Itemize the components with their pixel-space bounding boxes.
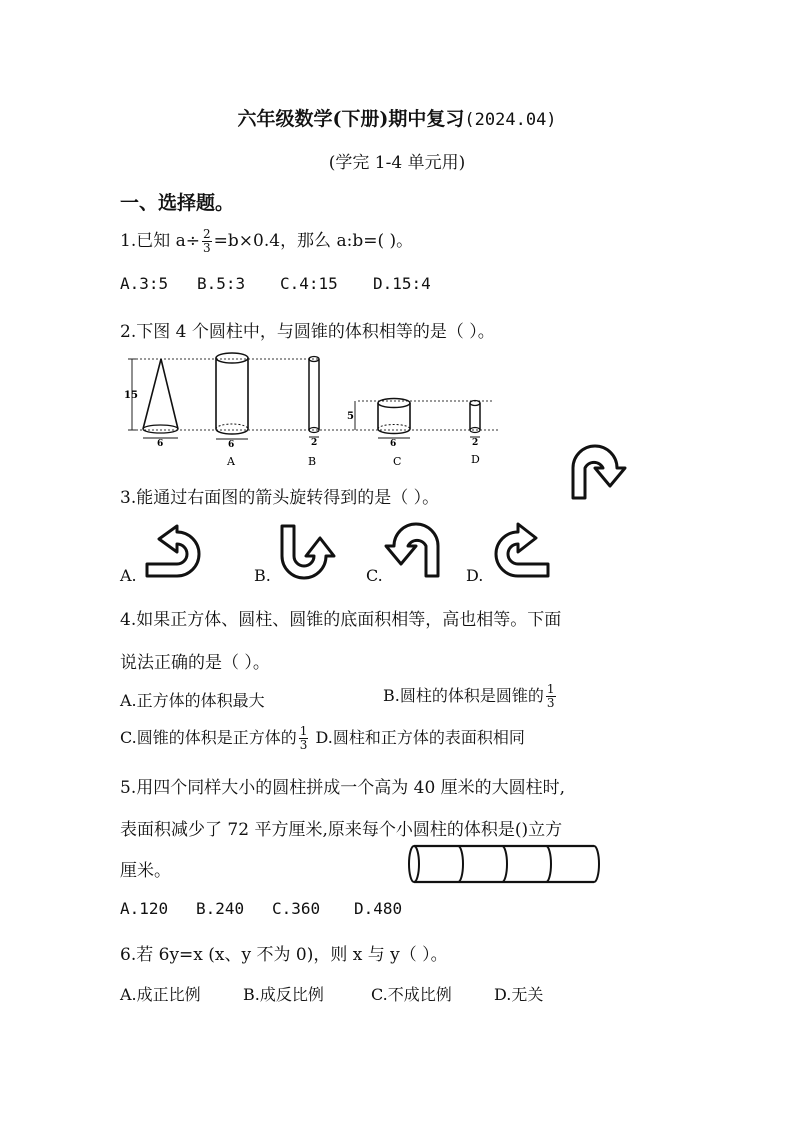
q4-option-c-fraction: [299, 725, 309, 752]
q4-option-a: A.正方体的体积最大: [120, 691, 265, 710]
question-3: 3.能通过右面图的箭头旋转得到的是（ ）。: [120, 488, 440, 508]
q4-option-c: [120, 725, 525, 752]
q4-option-d: D.圆柱和正方体的表面积相同: [315, 728, 525, 747]
title-date: (2024.04): [464, 110, 557, 130]
cylinder-a-label: A: [227, 455, 235, 468]
reference-arrow-icon: [563, 436, 633, 502]
height-5-label: 5: [347, 411, 354, 422]
cylinder-d: [470, 401, 480, 467]
q4-option-c-text: C.圆锥的体积是正方体的: [120, 728, 297, 747]
q5-option-b: B.240: [196, 899, 245, 918]
q6-option-a: A.成正比例: [120, 985, 201, 1004]
q3-option-c: C.: [366, 566, 383, 585]
cylinder-c: [378, 399, 410, 469]
q1-frac-den: 3: [203, 241, 211, 255]
q1-prefix: 1.已知 a÷: [120, 231, 201, 251]
question-2: 2.下图 4 个圆柱中，与圆锥的体积相等的是（ ）。: [120, 322, 495, 342]
q1-option-b: B.5:3: [197, 274, 246, 293]
cylinder-d-label: D: [471, 453, 480, 466]
q3-option-a-arrow-icon: [143, 524, 209, 580]
cylinders-figure: [118, 348, 518, 470]
q1-option-c: C.4:15: [280, 274, 338, 293]
q4-option-b-text: B.圆柱的体积是圆锥的: [383, 686, 544, 705]
cylinder-b: [308, 357, 319, 469]
q1-frac-num: 2: [203, 227, 211, 241]
cylinder-a-diameter: 6: [228, 440, 235, 450]
q1-fraction: [202, 228, 212, 255]
question-4-line-2: 说法正确的是（ ）。: [120, 653, 270, 673]
q5-option-d: D.480: [354, 899, 403, 918]
q6-option-d: D.无关: [494, 985, 544, 1004]
question-5-line-2: 表面积减少了 72 平方厘米,原来每个小圆柱的体积是()立方: [120, 820, 563, 840]
q1-option-a: A.3:5: [120, 274, 169, 293]
q1-option-d: D.15:4: [373, 274, 431, 293]
height-15-label: 15: [124, 390, 138, 401]
question-6: 6.若 6y=x (x、y 不为 0)，则 x 与 y（ ）。: [120, 945, 448, 965]
q4-option-b: [383, 683, 558, 710]
q6-option-c: C.不成比例: [371, 985, 452, 1004]
q3-option-a: A.: [120, 566, 137, 585]
q6-option-b: B.成反比例: [243, 985, 324, 1004]
stacked-cylinders-figure: [406, 842, 602, 888]
question-5-line-3: 厘米。: [120, 861, 171, 881]
cone-diameter: 6: [157, 439, 164, 449]
title-main: 六年级数学(下册)期中复习: [237, 108, 465, 130]
page-subtitle: (学完 1-4 单元用): [328, 153, 466, 173]
q1-suffix: =b×0.4，那么 a:b=( )。: [213, 231, 414, 251]
q3-option-d-arrow-icon: [488, 522, 554, 580]
q5-option-c: C.360: [272, 899, 321, 918]
question-4-line-1: 4.如果正方体、圆柱、圆锥的底面积相等，高也相等。下面: [120, 610, 562, 630]
page-title: [0, 104, 794, 131]
question-1: [120, 226, 413, 255]
q3-option-c-arrow-icon: [384, 516, 444, 580]
q4-option-c-den: 3: [299, 738, 308, 752]
q3-option-b-arrow-icon: [278, 522, 338, 582]
question-5-line-1: 5.用四个同样大小的圆柱拼成一个高为 40 厘米的大圆柱时,: [120, 778, 566, 798]
q4-option-b-fraction: [546, 683, 556, 710]
cylinder-d-diameter: 2: [472, 438, 479, 448]
cylinder-c-label: C: [393, 455, 402, 468]
q3-option-d: D.: [466, 566, 484, 585]
q4-option-b-num: 1: [546, 682, 555, 696]
cylinder-b-diameter: 2: [311, 438, 318, 448]
q4-option-c-num: 1: [299, 724, 308, 738]
q5-option-a: A.120: [120, 899, 169, 918]
q3-option-b: B.: [254, 566, 271, 585]
cylinder-c-diameter: 6: [390, 439, 397, 449]
cylinder-b-label: B: [308, 455, 317, 468]
cylinder-a: [216, 353, 248, 468]
cone-shape: [143, 359, 178, 449]
q4-option-b-den: 3: [546, 696, 555, 710]
section-heading: 一、选择题。: [120, 192, 235, 214]
